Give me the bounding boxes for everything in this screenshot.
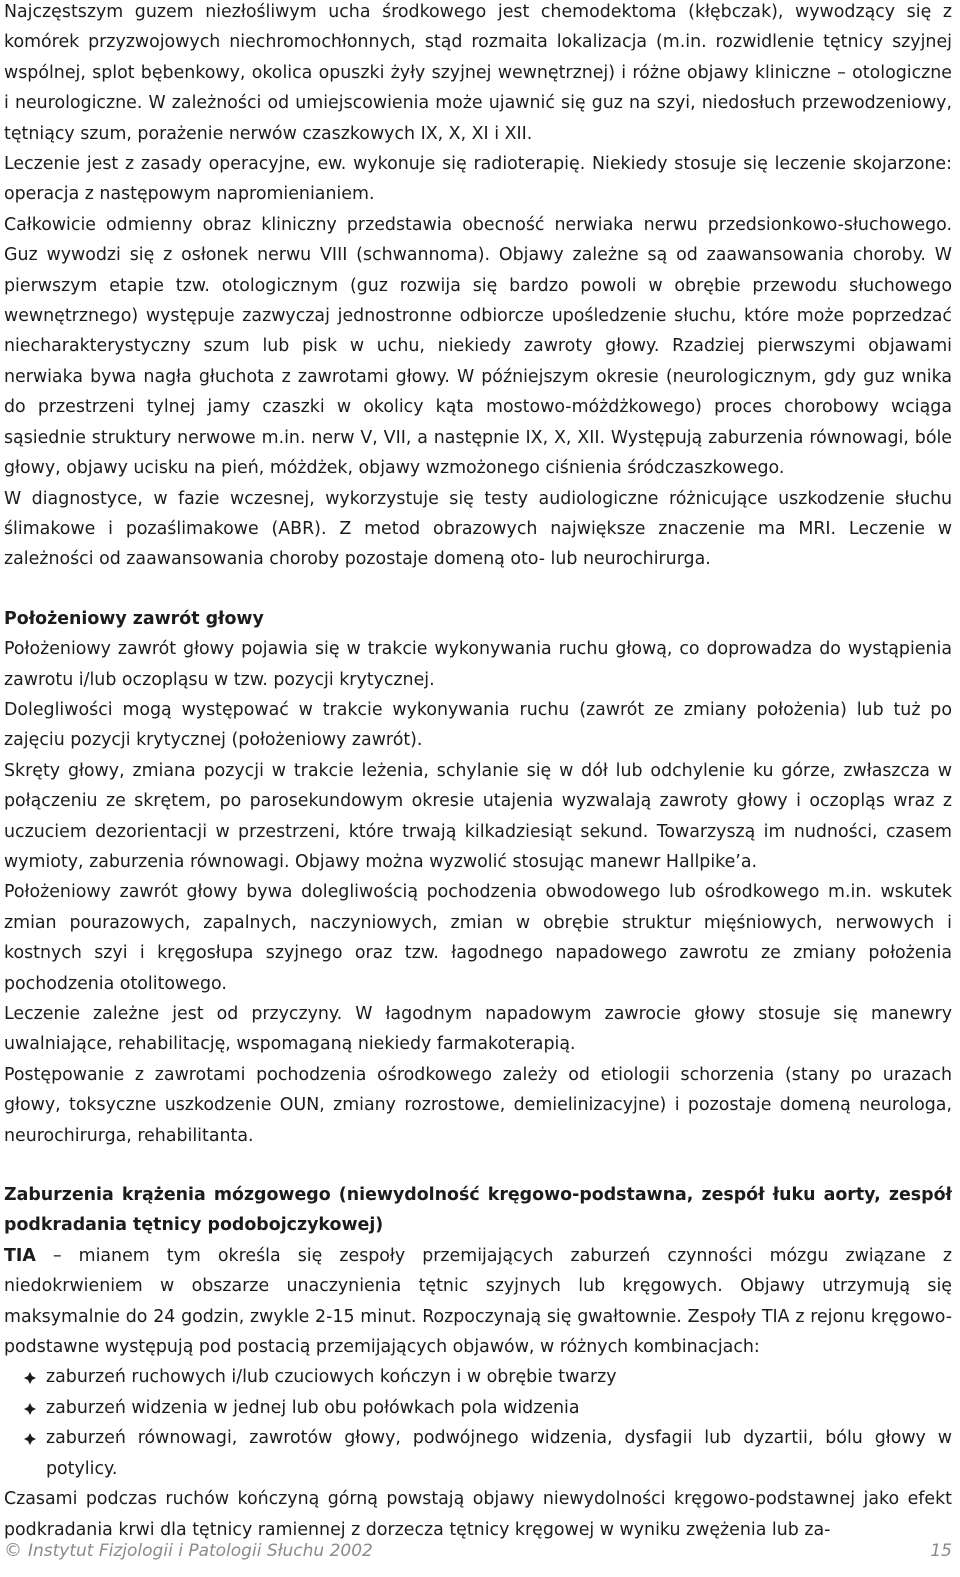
paragraph: Czasami podczas ruchów kończyną górną powstają objawy niewydolności kręgowo-podstawnej jako efekt podkradania krwi dla tętnicy ramiennej z dorzecza tętnicy kręgowej w wyniku zwężenia lub za- [4, 1489, 952, 1540]
section-chemodectoma-neuroma [4, 0, 952, 575]
tia-definition: – mianem tym określa się zespoły przemijających zaburzeń czynności mózgu związane z niedokrwieniem w obszarze unaczynienia tętnic szyjnych lub kręgowych. Objawy utrzymują się maksymalnie do 24 godzin, zwykle 2-15 minut. Rozpoczynają się gwałtownie. Zespoły TIA z rejonu kręgowo-podstawne występują pod postacią przemijających objawów, w różnych kombinacjach: [4, 1245, 952, 1358]
section-heading: Położeniowy zawrót głowy [4, 608, 264, 629]
list-item [4, 1423, 952, 1484]
section-cerebral-circulation [4, 1180, 952, 1545]
footer-publisher [4, 1540, 373, 1561]
paragraph: Postępowanie z zawrotami pochodzenia ośrodkowego zależy od etiologii schorzenia (stany po urazach głowy, toksyczne uszkodzenie OUN, zmiany rozrostowe, demielinizacyjne) i pozostaje domeną neurologa, neurochirurga, rehabilitanta. [4, 1064, 952, 1146]
paragraph: Położeniowy zawrót głowy pojawia się w trakcie wykonywania ruchu głową, co doprowadza do wystąpienia zawrotu i/lub oczopląsu w tzw. pozycji krytycznej. [4, 639, 952, 690]
paragraph: Najczęstszym guzem niezłośliwym ucha środkowego jest chemodektoma (kłębczak), wywodzący się z komórek przyzwojowych niechromochłonnych, stąd rozmaita lokalizacja (m.in. rozwidlenie tętnicy szyjnej wspólnej, splot bębenkowy, okolica opuszki żyły szyjnej wewnętrznej) i różne objawy kliniczne – otologiczne i neurologiczne. W zależności od umiejscowienia może ujawnić się guz na szyi, niedosłuch przewodzeniowy, tętniący szum, porażenie nerwów czaszkowych IX, X, XI i XII. [4, 2, 952, 144]
paragraph: Całkowicie odmienny obraz kliniczny przedstawia obecność nerwiaka nerwu przedsionkowo-słuchowego. Guz wywodzi się z osłonek nerwu VIII (schwannoma). Objawy zależne są od zaawansowania choroby. W pierwszym etapie tzw. otologicznym (guz rozwija się bardzo powoli w obrębie przewodu słuchowego wewnętrznego) występuje zazwyczaj jednostronne odbiorcze upośledzenie słuchu, które może poprzedzać niecharakterystyczny szum lub pisk w uchu, niekiedy zawroty głowy. Rzadziej pierwszymi objawami nerwiaka bywa nagła głuchota z zawrotami głowy. W późniejszym okresie (neurologicznym, gdy guz wnika do przestrzeni tylnej jamy czaszki w okolicy kąta mostowo-móżdżkowego) proces chorobowy wciąga sąsiednie struktury nerwowe m.in. nerw V, VII, a następnie IX, X, XII. Występują zaburzenia równowagi, bóle głowy, objawy ucisku na pień, móżdżek, objawy wzmożonego ciśnienia śródczaszkowego. [4, 214, 952, 479]
list-item-text: zaburzeń równowagi, zawrotów głowy, podwójnego widzenia, dysfagii lub dyzartii, bólu głowy w potylicy. [46, 1428, 952, 1479]
paragraph: Dolegliwości mogą występować w trakcie wykonywania ruchu (zawrót ze zmiany położenia) lub tuż po zajęciu pozycji krytycznej (położeniowy zawrót). [4, 699, 952, 751]
paragraph: Leczenie jest z zasady operacyjne, ew. wykonuje się radioterapię. Niekiedy stosuje się leczenie skojarzone: operacja z następowym napromienianiem. [4, 154, 952, 205]
list-item-text: zaburzeń widzenia w jednej lub obu połówkach pola widzenia [46, 1397, 580, 1418]
publisher-text: Instytut Fizjologii i Patologii Słuchu 2002 [28, 1540, 373, 1561]
paragraph: Leczenie zależne jest od przyczyny. W łagodnym napadowym zawrocie głowy stosuje się manewry uwalniające, rehabilitację, wspomaganą niekiedy farmakoterapią. [4, 1004, 952, 1055]
section-positional-vertigo [4, 604, 952, 1151]
tia-term: TIA [4, 1245, 36, 1266]
list-item [4, 1362, 952, 1392]
paragraph: W diagnostyce, w fazie wczesnej, wykorzystuje się testy audiologiczne różnicujące uszkodzenie słuchu ślimakowe i pozaślimakowe (ABR). Z metod obrazowych największe znaczenie ma MRI. Leczenie w zależności od zaawansowania choroby pozostaje domeną oto- lub neurochirurga. [4, 488, 952, 570]
list-item-text: zaburzeń ruchowych i/lub czuciowych kończyn i w obrębie twarzy [46, 1367, 617, 1388]
section-heading: Zaburzenia krążenia mózgowego (niewydolność kręgowo-podstawna, zespół łuku aorty, zespół podkradania tętnicy podobojczykowej) [4, 1185, 952, 1236]
diamond-bullet-icon [24, 1403, 36, 1415]
section-gap [4, 1151, 952, 1180]
copyright-icon: © [4, 1540, 22, 1561]
diamond-bullet-icon [24, 1433, 36, 1445]
paragraph: Skręty głowy, zmiana pozycji w trakcie leżenia, schylanie się w dół lub odchylenie ku górze, zwłaszcza w połączeniu ze skrętem, po parosekundowym okresie utajenia wyzwalają zawroty głowy i oczopląs wraz z uczuciem dezorientacji w przestrzeni, które trwają kilkadziesiąt sekund. Towarzyszą im nudności, czasem wymioty, zaburzenia równowagi. Objawy można wyzwolić stosując manewr Hallpike’a. [4, 760, 952, 872]
page-footer [4, 1540, 952, 1561]
page-number: 15 [930, 1540, 952, 1561]
paragraph: Położeniowy zawrót głowy bywa dolegliwością pochodzenia obwodowego lub ośrodkowego m.in. wskutek zmian pourazowych, zapalnych, naczyniowych, zmian w obrębie struktur mięśniowych, nerwowych i kostnych szyi i kręgosłupa szyjnego oraz tzw. łagodnego napadowego zawrotu ze zmiany położenia pochodzenia otolitowego. [4, 882, 952, 994]
document-page [4, 0, 952, 1545]
section-gap [4, 575, 952, 604]
list-item [4, 1393, 952, 1423]
symptom-list [4, 1362, 952, 1484]
tia-paragraph [4, 1241, 952, 1363]
diamond-bullet-icon [24, 1372, 36, 1384]
